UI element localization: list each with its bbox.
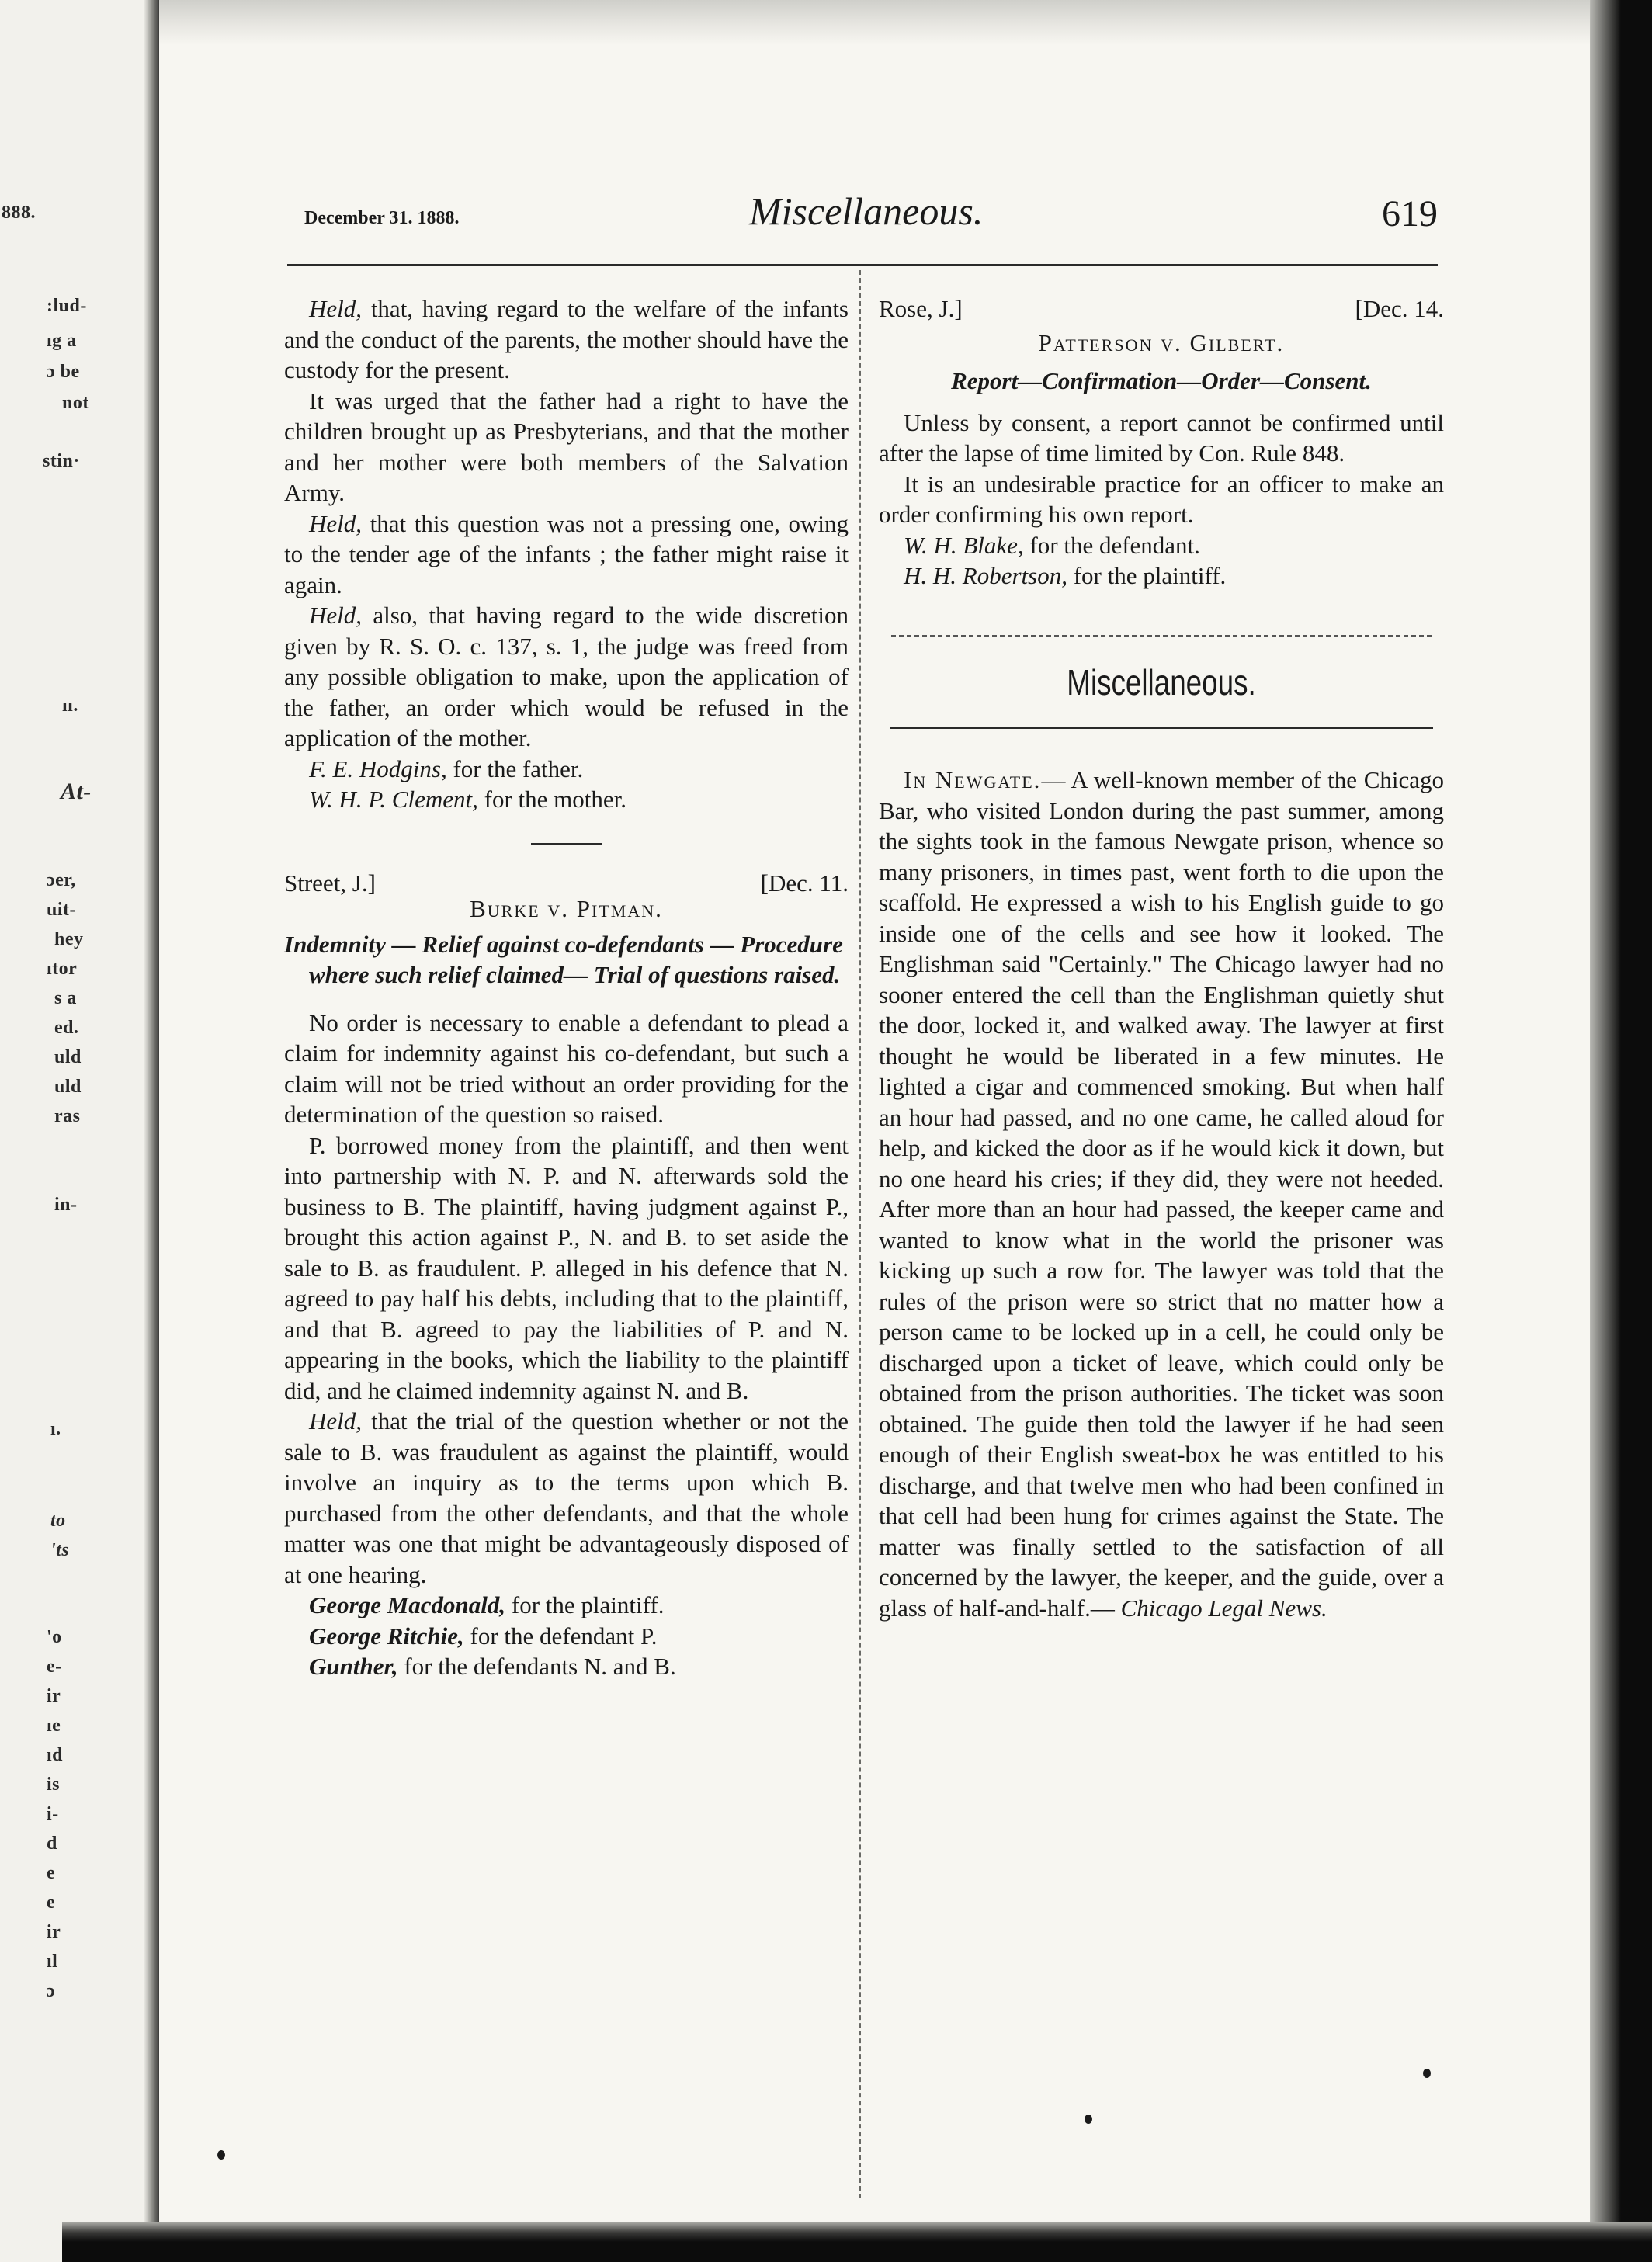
held-paragraph: Held, that the trial of the question whether or not the sale to B. was fraudulent as against the plaintiff, would involve an inquiry as to the terms upon which B. purchased from the other defendants, and that the whole matter was one that might be advantageously disposed of at one hearing. [284, 1407, 849, 1588]
argument-paragraph: It was urged that the father had a right to have the children brought up as Presbyterians, and that the mother and her mother were both members of the Salvation Army. [284, 387, 849, 506]
margin-fragment: uld [54, 1047, 82, 1067]
scan-bottom-border [62, 2222, 1652, 2262]
margin-fragment: ɔer, [47, 870, 76, 890]
headnote-paragraph: No order is necessary to enable a defendant to plead a claim for indemnity against his co-defendant, but such a claim will not be tried without an order providing for the determination of the question so raised. [284, 1008, 849, 1128]
counsel-line: George Macdonald, for the plaintiff. [309, 1591, 665, 1618]
margin-fragment: ɔ be [47, 362, 80, 382]
scan-top-edge [159, 0, 1590, 45]
heading-underline [890, 727, 1433, 729]
margin-fragment: stin· [43, 451, 80, 471]
margin-fragment: uld [54, 1077, 82, 1097]
held-paragraph: Held, that, having regard to the welfare of the infants and the conduct of the parents, the mother should have the custody for the present. [284, 295, 849, 383]
judge-name: Street, J.] [284, 869, 376, 897]
ink-speck [217, 2150, 225, 2160]
held-paragraph: Held, also, that having regard to the wide discretion given by R. S. O. c. 137, s. 1, the judge was freed from any possible obligation to make, upon the application of the father, an order which would be refused in the application of the mother. [284, 602, 849, 751]
case-date: [Dec. 14. [1355, 295, 1444, 322]
headnote-paragraph: It is an undesirable practice for an officer to make an order confirming his own report. [879, 470, 1444, 528]
right-column [879, 293, 1444, 1623]
counsel-line: H. H. Robertson, for the plaintiff. [904, 562, 1227, 589]
margin-fragment: ı. [50, 1419, 61, 1439]
dotted-rule [891, 635, 1432, 638]
margin-fragment: not [62, 393, 89, 413]
case-subject: Indemnity — Relief against co-defendants — Procedure where such relief claimed— Trial of questions raised. [284, 930, 843, 988]
margin-fragment: in- [54, 1195, 78, 1215]
header-rule [287, 264, 1438, 266]
margin-fragment: ir [47, 1686, 61, 1706]
story-paragraph: In Newgate.— A well-known member of the Chicago Bar, who visited London during the past summer, among the sights took in the famous Newgate prison, whence so many prisoners, in times past, went forth to die upon the scaffold. He expressed a wish to his English guide to go inside one of the cells and see how it looked. The Englishman said "Certainly." The Chicago lawyer had no sooner entered the cell than the Englishman quietly shut the door, locked it, and walked away. The lawyer at first thought he would be liberated in a few minutes. He lighted a cigar and commenced smoking. But when half an hour had passed, and no one came, he called aloud for help, and kicked the door as if he would kick it down, but no one heard his cries; if they did, they were not heeded. After more than an hour had passed, the keeper came and wanted to know what in the world the prisoner was kicking up such a row for. The lawyer was told that the rules of the prison were so strict that no matter how a person came to be locked up in a cell, he could only be discharged upon a ticket of leave, which could only be obtained from the prison authorities. The ticket was soon obtained. The guide then told the lawyer if he had seen enough of their English sweat-box he was entitled to his discharge, and that twelve men who had been confined in that cell had been hung for crimes against the State. The matter was finally settled to the satisfaction of all concerned by the lawyer, the keeper, and the guide, over a glass of half-and-half.— Chicago Legal News. [879, 766, 1445, 1622]
margin-fragment: ıl [47, 1951, 58, 1972]
counsel-line: Gunther, for the defendants N. and B. [309, 1653, 676, 1680]
margin-fragment: At- [61, 779, 92, 804]
margin-fragment: is [47, 1775, 61, 1795]
margin-fragment: ıe [47, 1716, 61, 1736]
running-header-date: December 31. 1888. [304, 208, 460, 228]
margin-fragment: e- [47, 1657, 62, 1677]
counsel-line: W. H. P. Clement, for the mother. [309, 786, 626, 813]
case-title: Burke v. Pitman. [470, 895, 663, 922]
margin-fragment: ıd [47, 1745, 64, 1765]
facts-paragraph: P. borrowed money from the plaintiff, and then went into partnership with N. P. and N. afterwards sold the business to B. The plaintiff, having judgment against P., brought this action against P., N. and B. to set aside the sale to B. as fraudulent. P. alleged in his defence that N. agreed to pay half his debts, including that to the plaintiff, and that B. agreed to pay the liabilities of P. and N. appearing in the books, which the liability to the plaintiff did, and he claimed indemnity against N. and B. [284, 1131, 849, 1404]
left-column [284, 293, 849, 1682]
column-divider [859, 270, 861, 2198]
ink-speck [1423, 2069, 1431, 2078]
margin-fragment: ɔ [47, 1981, 56, 2001]
story-source: Chicago Legal News. [1120, 1594, 1328, 1622]
margin-fragment: ıg a [47, 331, 77, 351]
margin-fragment: ir [47, 1922, 61, 1942]
page-number: 619 [1382, 193, 1438, 234]
scan-right-border [1590, 0, 1652, 2262]
section-separator [531, 843, 602, 845]
margin-fragment: i- [47, 1804, 59, 1824]
margin-fragment: to [50, 1511, 66, 1531]
counsel-line: W. H. Blake, for the defendant. [904, 531, 1200, 559]
running-header-title: Miscellaneous. [749, 189, 984, 233]
headnote-paragraph: Unless by consent, a report cannot be confirmed until after the lapse of time limited by Con. Rule 848. [879, 408, 1444, 467]
case-date: [Dec. 11. [760, 869, 849, 897]
margin-fragment: s a [54, 988, 77, 1008]
margin-fragment: :lud- [47, 296, 87, 316]
margin-fragment: e [47, 1863, 56, 1883]
margin-fragment: ıtor [47, 959, 78, 979]
ink-speck [1085, 2115, 1092, 2124]
judge-name: Rose, J.] [879, 295, 963, 322]
margin-fragment: 'ts [50, 1540, 70, 1560]
case-subject: Report—Confirmation—Order—Consent. [951, 367, 1372, 394]
margin-fragment: e [47, 1893, 56, 1913]
margin-fragment: uit- [47, 900, 76, 920]
margin-fragment: 'o [47, 1627, 62, 1647]
margin-fragment: 888. [2, 203, 36, 223]
margin-fragment: ıı. [62, 696, 78, 716]
held-paragraph: Held, that this question was not a pressing one, owing to the tender age of the infants ; the father might raise it again. [284, 509, 849, 598]
margin-fragment: ed. [54, 1018, 79, 1038]
counsel-line: F. E. Hodgins, for the father. [309, 755, 584, 782]
margin-fragment: hey [54, 929, 84, 949]
counsel-line: George Ritchie, for the defendant P. [309, 1622, 658, 1650]
margin-fragment: d [47, 1834, 57, 1854]
case-title: Patterson v. Gilbert. [1038, 328, 1285, 356]
case-header [879, 293, 1444, 324]
section-heading: Miscellaneous. [1067, 661, 1256, 703]
margin-fragment: ras [54, 1106, 81, 1126]
